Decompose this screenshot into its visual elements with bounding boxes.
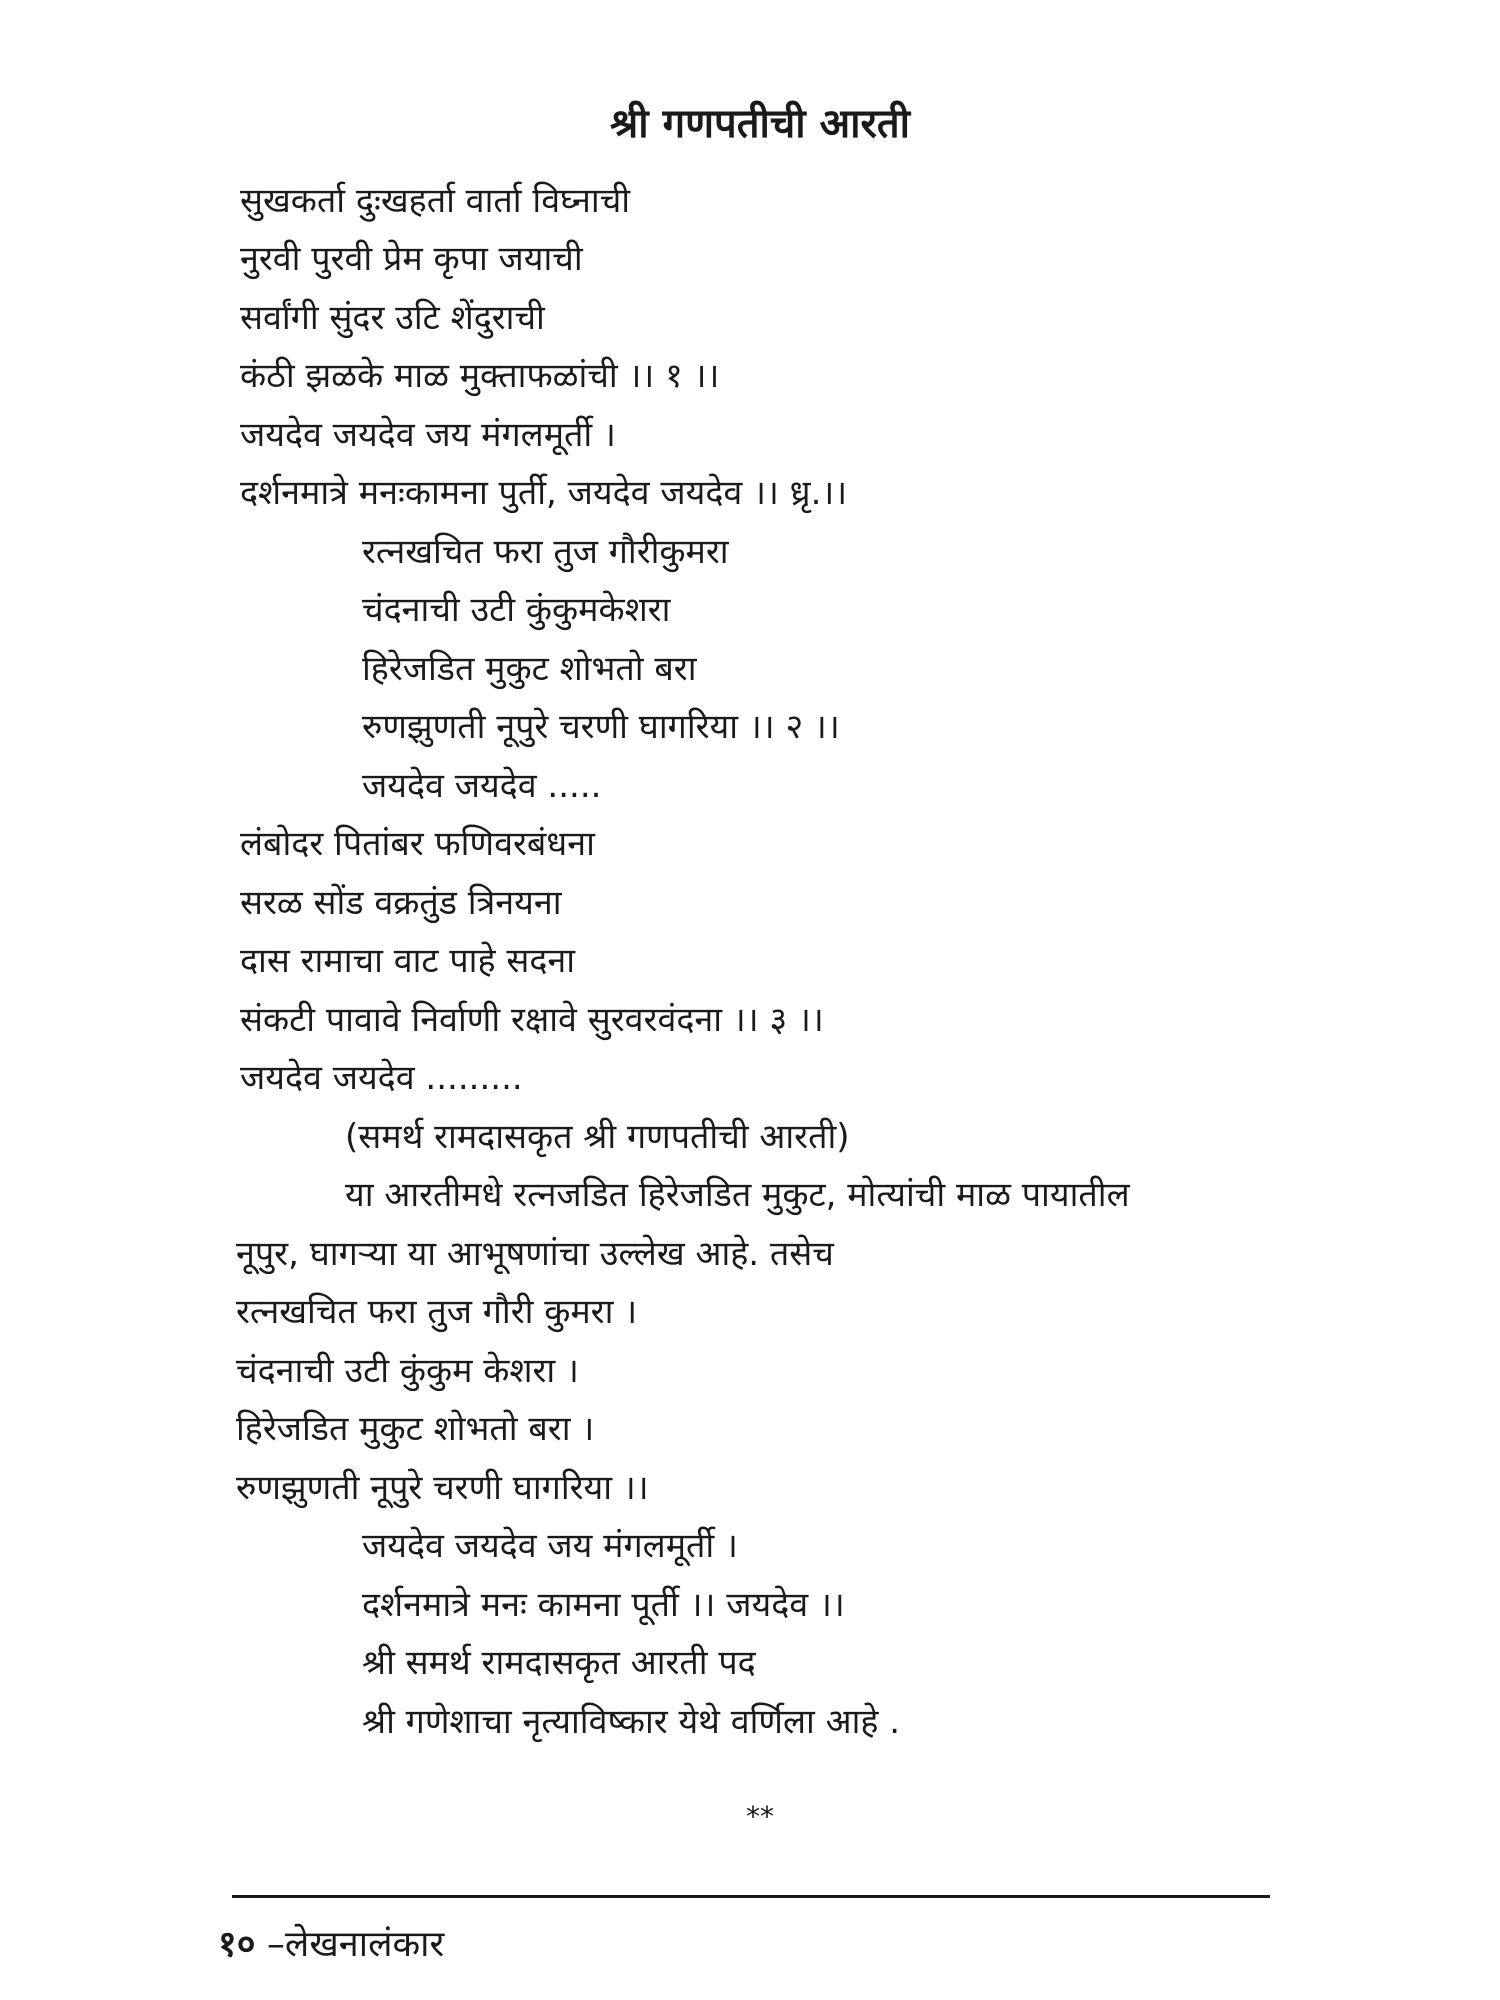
verse-line: कंठी झळके माळ मुक्ताफळांची ।। १ ।। [240,356,720,396]
verse-line: सरळ सोंड वक्रतुंड त्रिनयना [240,883,562,923]
footer-rule [232,1895,1270,1898]
verse-line: सुखकर्ता दुःखहर्ता वार्ता विघ्नाची [240,181,631,221]
verse-line: जयदेव जयदेव ..... [362,766,602,806]
verse-line: सर्वांगी सुंदर उटि शेंदुराची [240,298,545,338]
quote-line: श्री गणेशाचा नृत्याविष्कार येथे वर्णिला आहे . [362,1702,901,1742]
book-title: –लेखनालंकार [266,1924,445,1965]
verse-line: जयदेव जयदेव ......... [240,1058,523,1098]
section-separator: ** [746,1800,774,1833]
quote-line: जयदेव जयदेव जय मंगलमूर्ती । [362,1526,738,1566]
verse-line: नुरवी पुरवी प्रेम कृपा जयाची [240,239,583,279]
attribution-line: (समर्थ रामदासकृत श्री गणपतीची आरती) [345,1117,850,1157]
verse-line: चंदनाची उटी कुंकुमकेशरा [362,590,671,630]
paragraph-line: या आरतीमधे रत्नजडित हिरेजडित मुकुट, मोत्यांची माळ पायातील [345,1175,1130,1215]
page-footer [218,1920,444,1970]
quote-line: श्री समर्थ रामदासकृत आरती पद [362,1643,756,1683]
quote-line: रत्नखचित फरा तुज गौरी कुमरा । [236,1292,638,1332]
verse-line: संकटी पावावे निर्वाणी रक्षावे सुरवरवंदना ।। ३ ।। [240,1000,824,1040]
page-title: श्री गणपतीची आरती [609,101,910,147]
page-number: १० [218,1924,256,1965]
quote-line: रुणझुणती नूपुरे चरणी घागरिया ।। [236,1468,649,1508]
quote-line: दर्शनमात्रे मनः कामना पूर्ती ।। जयदेव ।। [362,1585,845,1625]
verse-line: दर्शनमात्रे मनःकामना पुर्ती, जयदेव जयदेव ।। ध्रृ.।। [240,473,848,513]
verse-line: जयदेव जयदेव जय मंगलमूर्ती । [240,415,616,455]
verse-line: लंबोदर पितांबर फणिवरबंधना [240,824,595,864]
verse-line: हिरेजडित मुकुट शोभतो बरा [362,649,697,689]
quote-line: चंदनाची उटी कुंकुम केशरा । [236,1351,579,1391]
verse-line: रुणझुणती नूपुरे चरणी घागरिया ।। २ ।। [362,707,840,747]
quote-line: हिरेजडित मुकुट शोभतो बरा । [236,1409,595,1449]
verse-line: रत्नखचित फरा तुज गौरीकुमरा [362,532,729,572]
verse-line: दास रामाचा वाट पाहे सदना [240,941,576,981]
paragraph-line: नूपुर, घागऱ्या या आभूषणांचा उल्लेख आहे. तसेच [236,1234,834,1274]
